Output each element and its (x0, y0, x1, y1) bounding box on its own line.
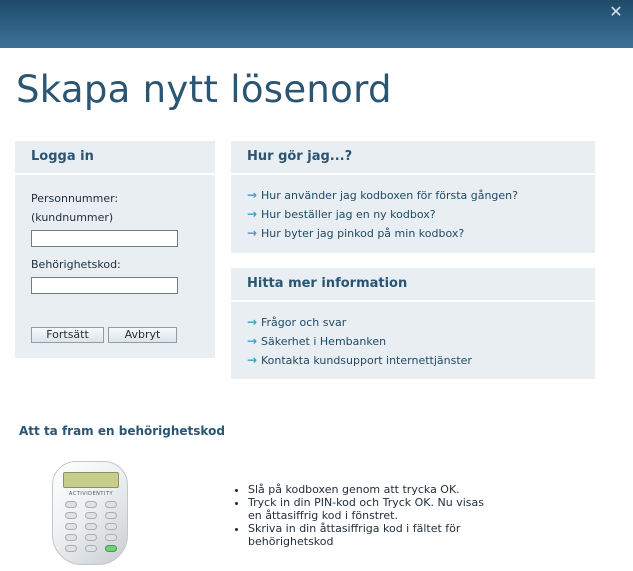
arrow-right-icon: → (247, 353, 258, 367)
cancel-button[interactable]: Avbryt (108, 327, 177, 343)
more-info-panel (231, 268, 595, 379)
personnummer-label: Personnummer: (31, 192, 119, 205)
device-key (65, 501, 77, 508)
device-key (105, 523, 117, 530)
how-do-i-header: Hur gör jag...? (231, 141, 595, 175)
device-key (85, 523, 97, 530)
link-security[interactable]: → Säkerhet i Hembanken (247, 332, 595, 351)
code-section-title: Att ta fram en behörighetskod (19, 424, 225, 438)
device-key (85, 534, 97, 541)
arrow-right-icon: → (247, 315, 258, 329)
link-support[interactable]: → Kontakta kundsupport internettjänster (247, 351, 595, 370)
link-faq[interactable]: → Frågor och svar (247, 313, 595, 332)
authorization-code-input[interactable] (31, 277, 178, 294)
device-key (85, 512, 97, 519)
list-item: • Skriva in din åttasiffriga kod i fältet för behörighetskod (248, 522, 498, 548)
kundnummer-label: (kundnummer) (31, 211, 114, 224)
device-key (105, 501, 117, 508)
login-header: Logga in (15, 141, 215, 175)
device-key (65, 545, 77, 552)
arrow-right-icon: → (247, 207, 258, 221)
link-change-pin[interactable]: → Hur byter jag pinkod på min kodbox? (247, 224, 595, 243)
device-ok-key (105, 545, 117, 552)
top-banner (0, 0, 633, 48)
personnummer-input[interactable] (31, 230, 178, 247)
device-key (65, 523, 77, 530)
instruction-list (232, 483, 498, 548)
how-do-i-panel (231, 141, 595, 253)
link-first-use[interactable]: → Hur använder jag kodboxen för första gången? (247, 186, 595, 205)
code-label: Behörighetskod: (31, 258, 121, 271)
device-brand: ACTIVIDENTITY (68, 491, 114, 497)
list-item: • Slå på kodboxen genom att trycka OK. (248, 483, 498, 496)
page-title: Skapa nytt lösenord (16, 68, 392, 111)
device-key (85, 545, 97, 552)
device-key (105, 534, 117, 541)
device-display (63, 472, 119, 488)
arrow-right-icon: → (247, 226, 258, 240)
more-info-header: Hitta mer information (231, 268, 595, 302)
close-icon[interactable]: ✕ (609, 2, 623, 21)
list-item: • Tryck in din PIN-kod och Tryck OK. Nu visas en åttasiffrig kod i fönstret. (248, 496, 498, 522)
arrow-right-icon: → (247, 188, 258, 202)
login-panel (15, 141, 215, 358)
continue-button[interactable]: Fortsätt (31, 327, 104, 343)
device-key (85, 501, 97, 508)
code-box-device-image (52, 461, 128, 565)
device-key (105, 512, 117, 519)
device-key (65, 534, 77, 541)
device-key (65, 512, 77, 519)
link-order-box[interactable]: → Hur beställer jag en ny kodbox? (247, 205, 595, 224)
arrow-right-icon: → (247, 334, 258, 348)
